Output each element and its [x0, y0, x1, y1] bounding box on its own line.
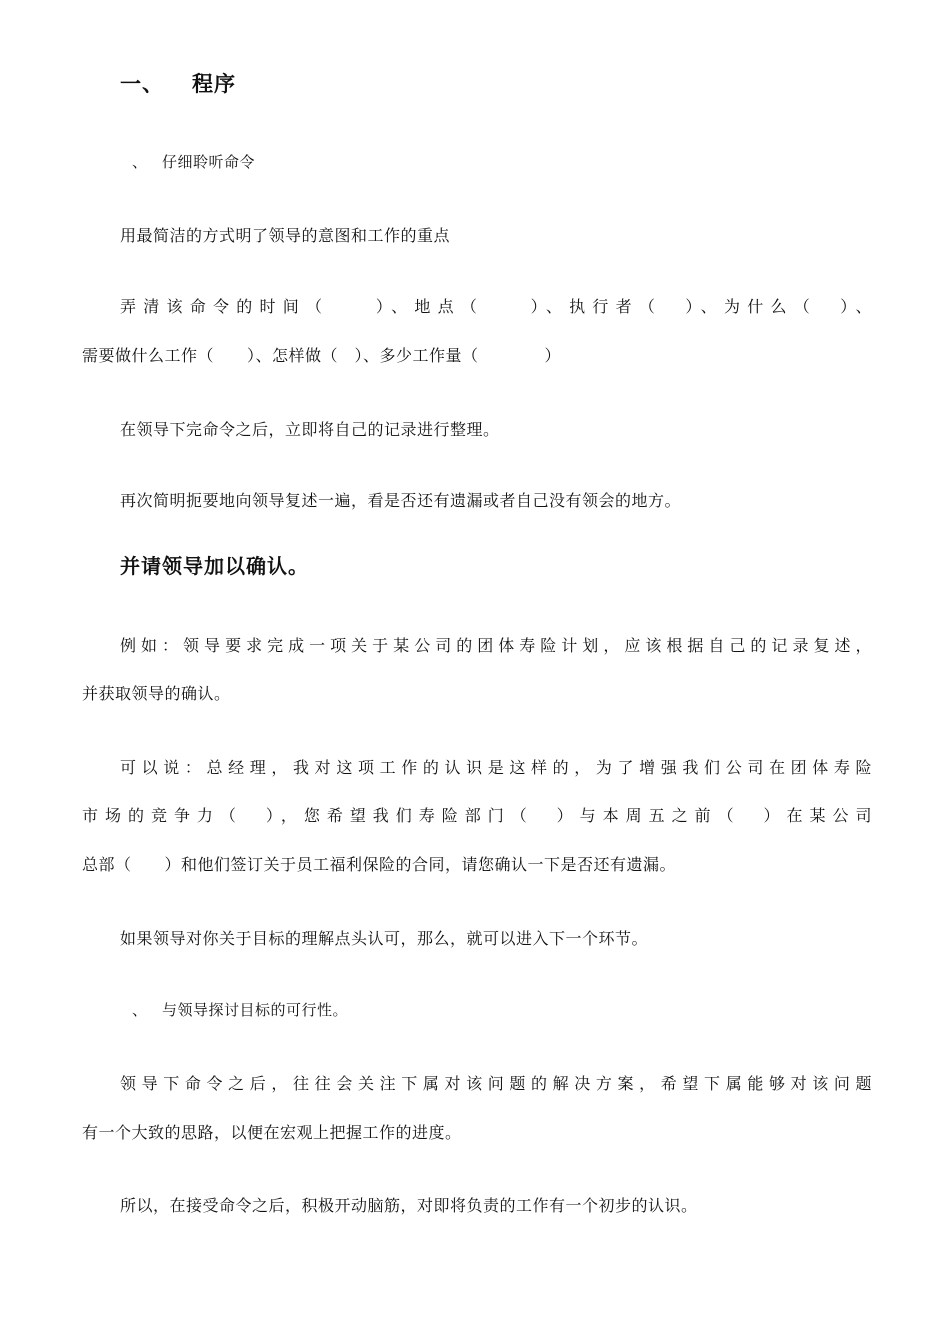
- paragraph-9-line-1: 领导下命令之后，往往会关注下属对该问题的解决方案，希望下属能够对该问题: [120, 1074, 872, 1093]
- paragraph-3: 在领导下完命令之后，立即将自己的记录进行整理。: [120, 420, 500, 439]
- heading-1: [120, 74, 910, 94]
- paragraph-1: 用最简洁的方式明了领导的意图和工作的重点: [120, 226, 451, 245]
- paragraph-2-line-2: 需要做什么工作（ ）、怎样做（ ）、多少工作量（ ）: [82, 346, 562, 365]
- paragraph-7-line-1: 可以说：总经理，我对这项工作的认识是这样的，为了增强我们公司在团体寿险: [120, 758, 872, 777]
- paragraph-7-line-3: 总部（ ）和他们签订关于员工福利保险的合同，请您确认一下是否还有遗漏。: [82, 855, 677, 874]
- paragraph-10: 所以，在接受命令之后，积极开动脑筋，对即将负责的工作有一个初步的认识。: [120, 1196, 698, 1215]
- section-2-title: 与领导探讨目标的可行性。: [162, 1001, 349, 1019]
- section-1-title: 仔细聆听命令: [162, 153, 256, 171]
- section-1-mark: 、: [132, 153, 148, 171]
- paragraph-8: 如果领导对你关于目标的理解点头认可，那么，就可以进入下一个环节。: [120, 929, 649, 948]
- paragraph-4: 再次简明扼要地向领导复述一遍，看是否还有遗漏或者自己没有领会的地方。: [120, 491, 682, 510]
- paragraph-9-line-2: 有一个大致的思路，以便在宏观上把握工作的进度。: [82, 1123, 462, 1142]
- paragraph-7-line-2: 市场的竞争力（ ），您希望我们寿险部门（ ）与本周五之前（ ）在某公司: [82, 806, 872, 825]
- heading-title: 程序: [192, 72, 236, 96]
- paragraph-6-line-1: 例如：领导要求完成一项关于某公司的团体寿险计划，应该根据自己的记录复述，: [120, 636, 872, 655]
- section-2-heading: [132, 1000, 922, 1020]
- section-1-heading: [132, 152, 922, 172]
- paragraph-5: 并请领导加以确认。: [120, 554, 309, 578]
- section-2-mark: 、: [132, 1001, 148, 1019]
- heading-number: 一、: [120, 72, 164, 96]
- paragraph-2-line-1: 弄清该命令的时间（ ）、地点（ ）、执行者（ ）、为什么（ ）、: [120, 297, 872, 316]
- paragraph-6-line-2: 并获取领导的确认。: [82, 684, 231, 703]
